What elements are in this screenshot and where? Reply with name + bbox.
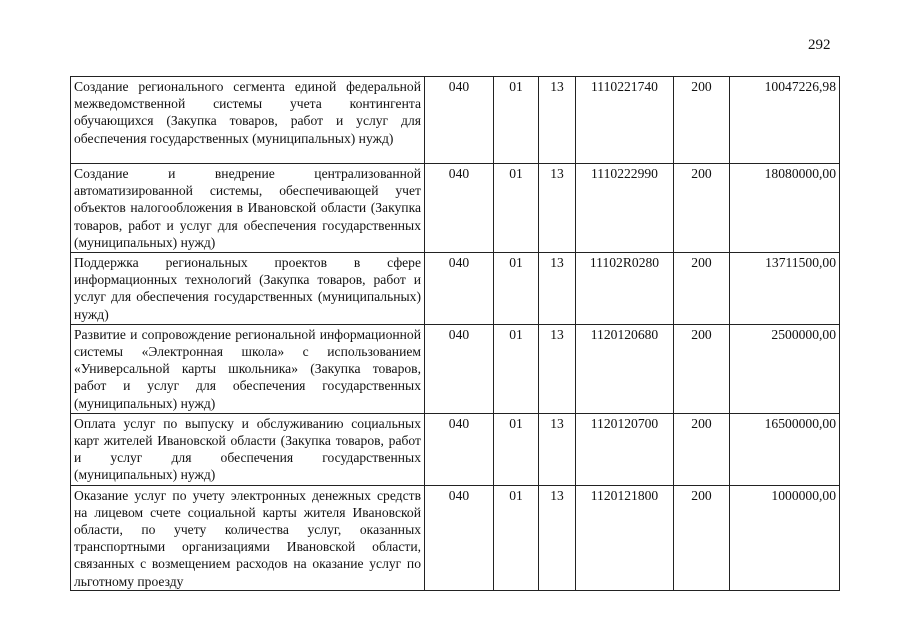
expense-type-code: 200 [674, 164, 730, 253]
section-code: 01 [494, 485, 539, 590]
section-code: 01 [494, 253, 539, 325]
table-row [71, 253, 840, 325]
row-description-text: Оказание услуг по учету электронных денежных средств на лицевом счете социальной карты жителя Ивановской области, по учету количества услуг, оказанных транспортными организациями Ивановской области, связанных с возмещением расходов на оказание услуг по льготному проезду [74, 487, 421, 589]
amount: 10047226,98 [730, 77, 840, 164]
table-row [71, 485, 840, 590]
target-article-code: 1120120700 [576, 413, 674, 485]
expense-type-code: 200 [674, 485, 730, 590]
row-description: Поддержка региональных проектов в сфере информационных технологий (Закупка товаров, работ и услуг для обеспечения государственных (муниципальных) нужд) [71, 253, 425, 325]
amount: 18080000,00 [730, 164, 840, 253]
ministry-code: 040 [425, 164, 494, 253]
row-description: Развитие и сопровождение региональной информационной системы «Электронная школа» с использованием «Универсальной карты школьника» (Закупка товаров, работ и услуг для обеспечения государственных (муниципальных) нужд) [71, 324, 425, 413]
target-article-code: 1120121800 [576, 485, 674, 590]
table-row [71, 77, 840, 164]
target-article-code: 1110221740 [576, 77, 674, 164]
subsection-code: 13 [539, 253, 576, 325]
table-row [71, 324, 840, 413]
target-article-code: 1110222990 [576, 164, 674, 253]
ministry-code: 040 [425, 413, 494, 485]
target-article-code: 11102R0280 [576, 253, 674, 325]
subsection-code: 13 [539, 413, 576, 485]
ministry-code: 040 [425, 77, 494, 164]
amount: 2500000,00 [730, 324, 840, 413]
ministry-code: 040 [425, 324, 494, 413]
row-description: Создание регионального сегмента единой федеральной межведомственной системы учета контингента обучающихся (Закупка товаров, работ и услуг для обеспечения государственных (муниципальных) нужд) [71, 77, 425, 164]
table-row [71, 164, 840, 253]
subsection-code: 13 [539, 485, 576, 590]
expense-type-code: 200 [674, 324, 730, 413]
section-code: 01 [494, 413, 539, 485]
section-code: 01 [494, 324, 539, 413]
ministry-code: 040 [425, 485, 494, 590]
section-code: 01 [494, 164, 539, 253]
row-description: Создание и внедрение централизованной автоматизированной системы, обеспечивающей учет объектов налогообложения в Ивановской области (Закупка товаров, работ и услуг для обеспечения государственных (муниципальных) нужд) [71, 164, 425, 253]
expense-type-code: 200 [674, 253, 730, 325]
table-row [71, 413, 840, 485]
ministry-code: 040 [425, 253, 494, 325]
subsection-code: 13 [539, 77, 576, 164]
subsection-code: 13 [539, 324, 576, 413]
row-description: Оплата услуг по выпуску и обслуживанию социальных карт жителей Ивановской области (Закупка товаров, работ и услуг для обеспечения государственных (муниципальных) нужд) [71, 413, 425, 485]
subsection-code: 13 [539, 164, 576, 253]
amount: 13711500,00 [730, 253, 840, 325]
amount: 16500000,00 [730, 413, 840, 485]
target-article-code: 1120120680 [576, 324, 674, 413]
budget-table [70, 76, 840, 591]
amount: 1000000,00 [730, 485, 840, 590]
section-code: 01 [494, 77, 539, 164]
expense-type-code: 200 [674, 77, 730, 164]
row-description [71, 485, 425, 590]
expense-type-code: 200 [674, 413, 730, 485]
page-number: 292 [808, 37, 831, 53]
